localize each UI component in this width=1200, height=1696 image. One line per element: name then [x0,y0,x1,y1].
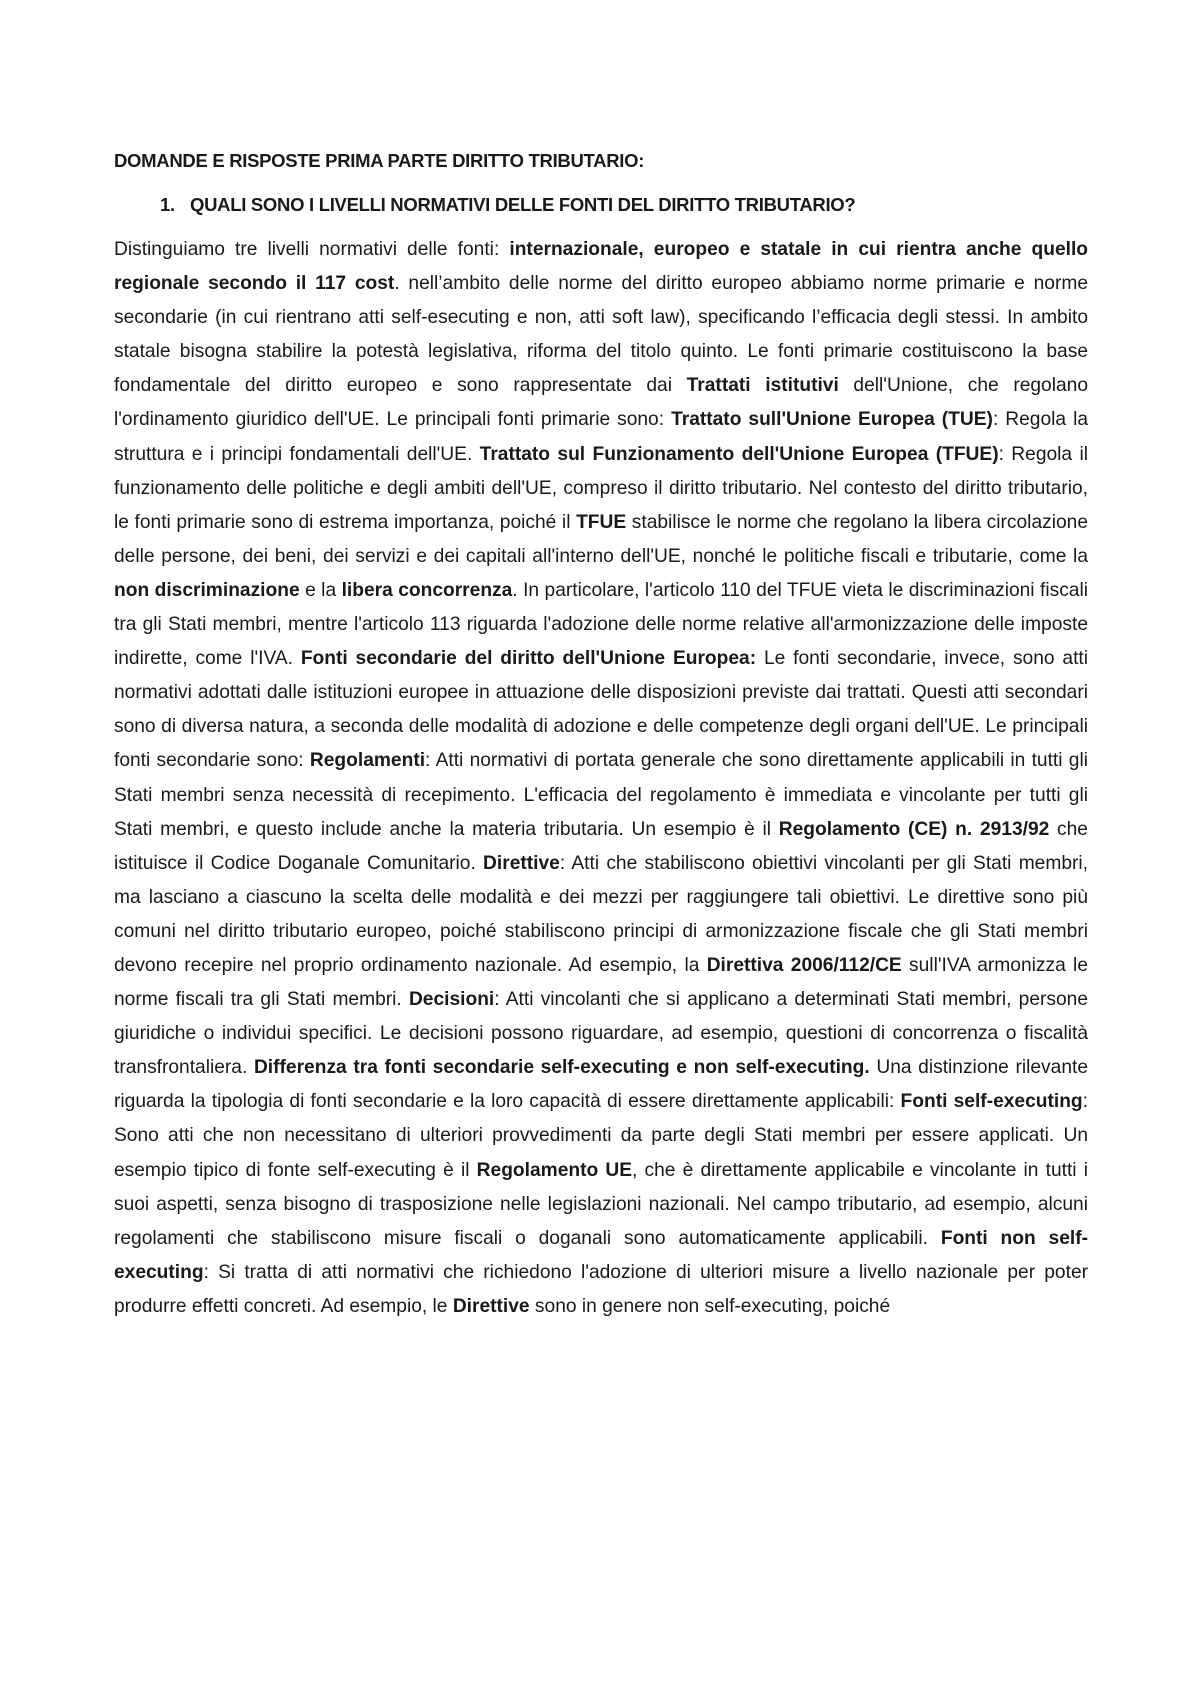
question-number: 1. [160,194,175,215]
answer-bold: Direttive [452,1295,530,1317]
answer-text: : Atti vincolanti che si applicano a determinati Stati membri, persone giuridiche o individui specifici. Le decisioni possono riguardare, ad esempio, questioni di concorrenza o fiscalità transfrontaliera. [114,989,1088,1079]
answer-text: : Atti che stabiliscono obiettivi vincolanti per gli Stati membri, ma lasciano a ciascuno la scelta delle modalità e dei mezzi per raggiungere tali obiettivi. Le direttive sono più comuni nel diritto tributario europeo, poiché stabiliscono principi di armonizzazione fiscale che gli Stati membri devono recepire nel proprio ordinamento nazionale. Ad esempio, la [114,852,1088,976]
answer-text: sull'IVA armonizza le norme fiscali tra gli Stati membri. [114,954,1088,1011]
answer-bold: Regolamento (CE) n. 2913/92 [778,818,1050,840]
answer-bold: Trattato sull'Unione Europea (TUE) [671,409,993,431]
answer-text: : Si tratta di atti normativi che richiedono l'adozione di ulteriori misure a livello nazionale per poter produrre effetti concreti. Ad esempio, le [114,1261,1088,1317]
answer-bold: libera concorrenza [341,579,513,601]
answer-text: , che è direttamente applicabile e vincolante in tutti i suoi aspetti, senza bisogno di trasposizione nelle legislazioni nazionali. Nel campo tributario, ad esempio, alcuni regolamenti che stabiliscono misure fiscali o doganali sono automaticamente applicabili. [114,1159,1088,1249]
answer-bold: TFUE [576,511,627,533]
document-title: DOMANDE E RISPOSTE PRIMA PARTE DIRITTO TRIBUTARIO: [114,150,645,171]
answer-bold: Trattato sul Funzionamento dell'Unione Europea (TFUE) [479,443,999,465]
answer-bold: Regolamento UE [476,1159,633,1181]
question-text: QUALI SONO I LIVELLI NORMATIVI DELLE FONTI DEL DIRITTO TRIBUTARIO? [190,194,856,215]
answer-bold: Trattati istitutivi [686,375,839,397]
answer-bold: Fonti non self-executing [114,1227,1088,1283]
answer-text: stabilisce le norme che regolano la libera circolazione delle persone, dei beni, dei servizi e dei capitali all'interno dell'UE, nonché le politiche fiscali e tributarie, come la [114,511,1088,567]
answer-text: Una distinzione rilevante riguarda la tipologia di fonti secondarie e la loro capacità di essere direttamente applicabili: [114,1057,1088,1113]
answer-text: . nell’ambito delle norme del diritto europeo abbiamo norme primarie e norme secondarie (in cui rientrano atti self-esecuting e non, atti soft law), specificando l’efficacia degli stessi. In ambito statale bisogna stabilire la potestà legislativa, riforma del titolo quinto. Le fonti primarie costituiscono la base fondamentale del diritto europeo e sono rappresentate dai [114,273,1088,397]
question-heading [114,191,1088,219]
answer-bold: Regolamenti [309,750,426,772]
answer-bold: non discriminazione [114,579,300,601]
answer-text: . In particolare, l'articolo 110 del TFUE vieta le discriminazioni fiscali tra gli Stati membri, mentre l'articolo 113 riguarda l'adozione delle norme relative all'armonizzazione delle imposte indirette, come l'IVA. [114,579,1088,670]
answer-bold: Fonti self-executing [900,1091,1083,1113]
answer-text: Distinguiamo tre livelli normativi delle fonti: [114,239,510,260]
answer-text: dell'Unione, che regolano l'ordinamento giuridico dell'UE. Le principali fonti primarie sono: [114,375,1088,431]
answer-text: che istituisce il Codice Doganale Comunitario. [114,818,1088,874]
answer-bold: Decisioni [408,989,495,1011]
answer-text: sono in genere non self-executing, poiché [529,1295,891,1317]
answer-text: : Atti normativi di portata generale che sono direttamente applicabili in tutti gli Stati membri senza necessità di recepimento. L'efficacia del regolamento è immediata e vincolante per tutti gli Stati membri, e questo include anche la materia tributaria. Un esempio è il [114,750,1088,840]
answer-text: : Sono atti che non necessitano di ulteriori provvedimenti da parte degli Stati membri per essere applicati. Un esempio tipico di fonte self-executing è il [114,1091,1088,1181]
answer-bold: Direttiva 2006/112/CE [706,954,902,976]
answer-bold: Direttive [483,852,560,874]
answer-paragraph [114,233,1088,1324]
answer-bold: Fonti secondarie del diritto dell'Unione Europea: [300,648,757,670]
answer-bold: Differenza tra fonti secondarie self-executing e non self-executing. [253,1057,870,1079]
answer-text: : Regola il funzionamento delle politiche e degli ambiti dell'UE, compreso il diritto tributario. Nel contesto del diritto tributario, le fonti primarie sono di estrema importanza, poiché il [114,443,1088,533]
answer-text: : Regola la struttura e i principi fondamentali dell'UE. [114,409,1089,465]
answer-text: e la [299,579,342,601]
answer-bold: internazionale, europeo e statale in cui rientra anche quello regionale secondo il 117 cost [114,239,1088,295]
answer-text: Le fonti secondarie, invece, sono atti normativi adottati dalle istituzioni europee in attuazione delle disposizioni previste dai trattati. Questi atti secondari sono di diversa natura, a seconda delle modalità di adozione e delle competenze degli organi dell'UE. Le principali fonti secondarie sono: [114,648,1088,772]
